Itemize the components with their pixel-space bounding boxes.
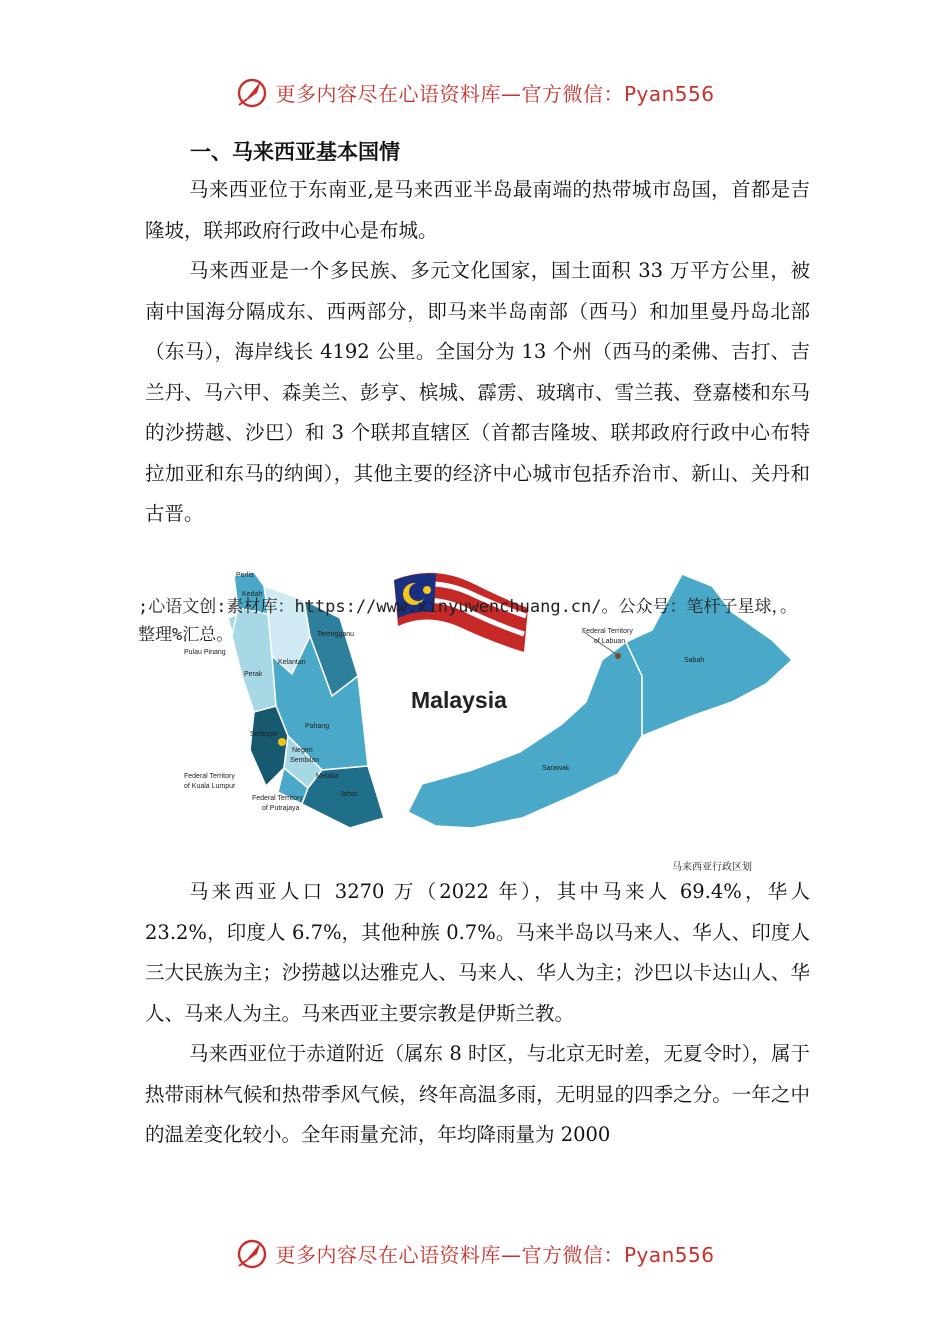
label-terengganu: Terengganu: [317, 631, 354, 638]
putrajaya-marker: [278, 738, 286, 746]
banner-text: 更多内容尽在心语资料库—官方微信：Pyan556: [275, 1242, 715, 1267]
paragraph-1: 马来西亚位于东南亚,是马来西亚半岛最南端的热带城市岛国，首都是吉隆坡，联邦政府行政中心是布城。: [145, 178, 810, 242]
label-selangor: Selangor: [250, 731, 279, 738]
label-kuala-lumpur-2: of Kuala Lumpur: [184, 783, 236, 790]
label-labuan-2: of Labuan: [594, 638, 626, 645]
label-labuan: Federal Territory: [582, 628, 633, 635]
label-pulau-pinang: Pulau Pinang: [184, 649, 226, 656]
map-caption: 马来西亚行政区划: [672, 862, 752, 873]
paragraph-4: 马来西亚位于赤道附近（属东 8 时区，与北京无时差，无夏令时），属于热带雨林气候和热带季风气候，终年高温多雨，无明显的四季之分。一年之中的温差变化较小。全年雨量充沛，年均降雨量为 2000: [145, 1042, 810, 1146]
label-putrajaya: Federal Territory: [252, 795, 303, 802]
map-title: Malaysia: [411, 687, 507, 713]
watermark-overlay-text: ;心语文创:素材库：https://www.xinyuwenchuang.cn/。公众号：笔杆子星球，。整理%汇总。: [138, 597, 798, 645]
section-title: 一、马来西亚基本国情: [190, 140, 400, 164]
paragraph-3: 马来西亚人口 3270 万（2022 年），其中马来人 69.4%，华人23.2%，印度人 6.7%，其他种族 0.7%。马来半岛以马来人、华人、印度人三大民族为主；沙捞越以达雅克人、马来人、华人为主；沙巴以卡达山人、华人、马来人为主。马来西亚主要宗教是伊斯兰教。: [145, 880, 810, 1025]
label-negeri-sembilan: Negeri: [292, 747, 313, 754]
label-perak: Perak: [244, 671, 263, 678]
label-johor: Johor: [340, 791, 358, 798]
feather-pen-logo: [235, 75, 269, 109]
footer-watermark-banner: [0, 1233, 950, 1273]
region-sarawak: [408, 642, 642, 828]
label-perlis: Perlis: [236, 572, 254, 579]
label-negeri-sembilan-2: Sembilan: [290, 757, 320, 764]
label-kedah: Kedah: [242, 591, 263, 598]
feather-pen-logo: [235, 1236, 269, 1270]
label-melaka: Melaka: [316, 773, 339, 780]
paragraph-2: 马来西亚是一个多民族、多元文化国家，国土面积 33 万平方公里，被南中国海分隔成东、西两部分，即马来半岛南部（西马）和加里曼丹岛北部（东马），海岸线长 4192 公里。全国分为 13 个州（西马的柔佛、吉打、吉兰丹、马六甲、森美兰、彭亨、槟城、霹雳、玻璃市、雪兰莪、登嘉楼和东马的沙捞越、沙巴）和 3 个联邦直辖区（首都吉隆坡、联邦政府行政中心布特拉加亚和东马的纳闽），其他主要的经济中心城市包括乔治市、新山、关丹和古晋。: [145, 259, 810, 525]
label-kuala-lumpur: Federal Territory: [184, 773, 235, 780]
header-watermark-banner: [0, 72, 950, 112]
label-sarawak: Sarawak: [542, 765, 570, 772]
label-kelantan: Kelantan: [278, 659, 306, 666]
label-putrajaya-2: of Putrajaya: [262, 805, 300, 812]
banner-text: 更多内容尽在心语资料库—官方微信：Pyan556: [275, 81, 715, 106]
label-pahang: Pahang: [305, 723, 330, 730]
label-sabah: Sabah: [684, 657, 705, 664]
